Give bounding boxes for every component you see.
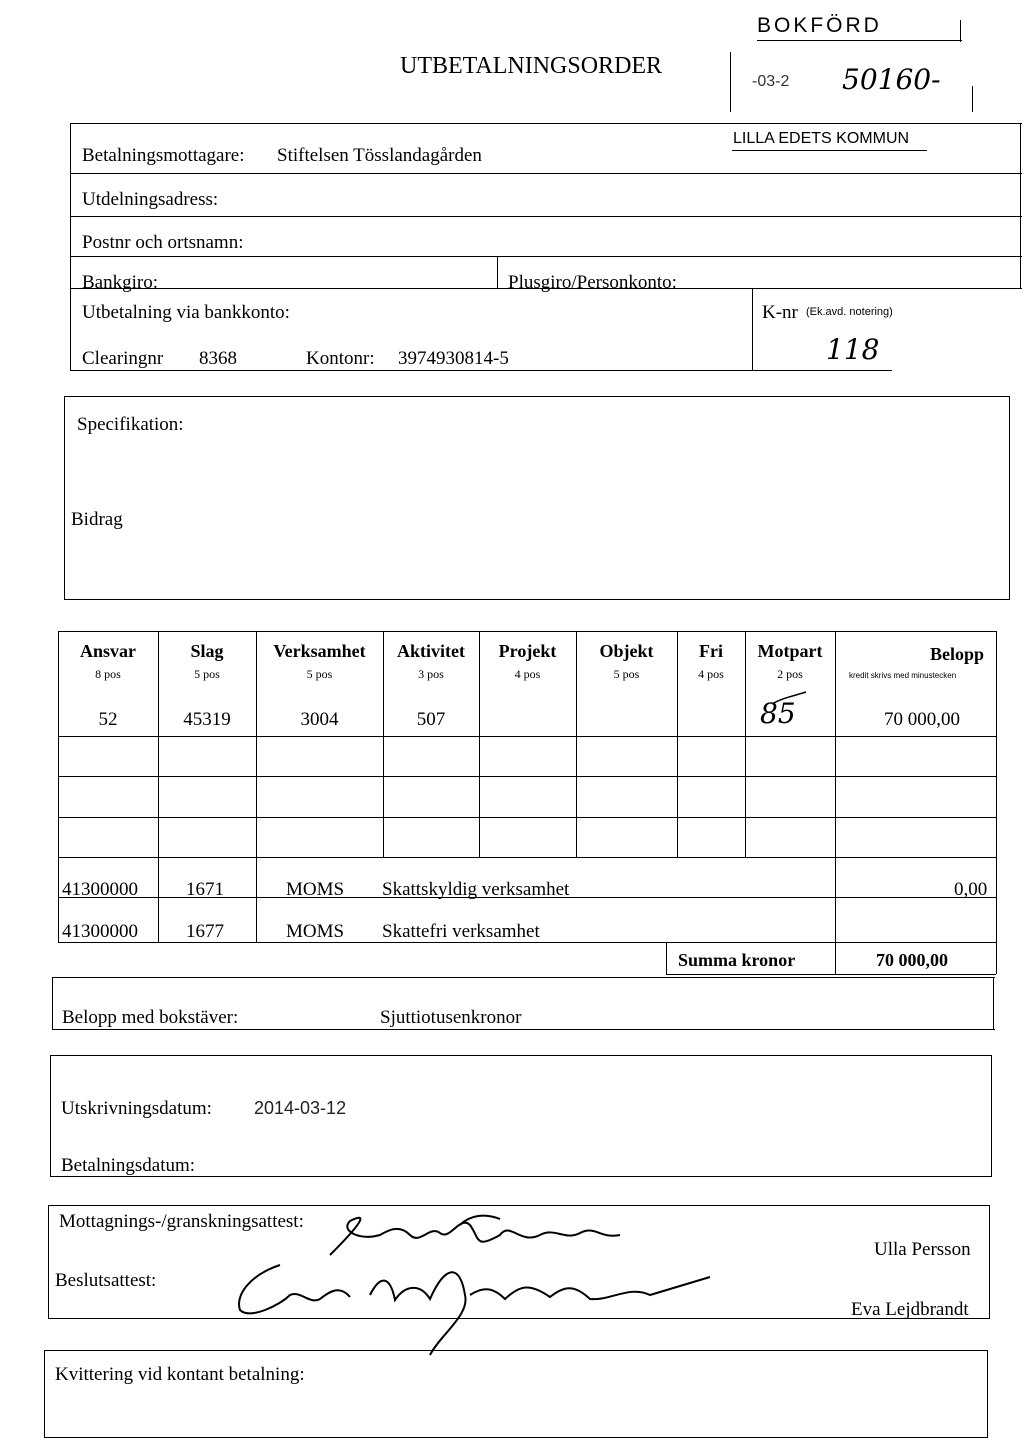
payee-value: Stiftelsen Tösslandagården xyxy=(277,145,482,166)
specification-text: Bidrag xyxy=(71,509,123,530)
clearing-label: Clearingnr xyxy=(82,348,164,369)
col-header-verksamhet: Verksamhet xyxy=(273,641,366,661)
col-sub-verksamhet: 5 pos xyxy=(306,667,333,681)
dates-box xyxy=(50,1055,992,1177)
row1-motpart: 85 xyxy=(760,697,796,730)
bankgiro-label: Bankgiro: xyxy=(82,272,158,293)
vat-row2-code: MOMS xyxy=(286,921,345,942)
stamp-booked-label: BOKFÖRD xyxy=(757,14,882,37)
review-attest-label: Mottagnings-/granskningsattest: xyxy=(59,1211,304,1232)
col-sub-motpart: 2 pos xyxy=(777,667,803,681)
payment-date-label: Betalningsdatum: xyxy=(61,1155,196,1176)
receipt-box xyxy=(44,1350,988,1438)
col-header-aktivitet: Aktivitet xyxy=(397,641,465,661)
col-sub-slag: 5 pos xyxy=(194,667,220,681)
col-header-belopp: Belopp xyxy=(930,644,985,664)
knr-label: K-nr xyxy=(762,302,798,323)
account-label: Kontonr: xyxy=(306,348,375,369)
stamp-org: LILLA EDETS KOMMUN xyxy=(733,130,910,147)
amount-words-value: Sjuttiotusenkronor xyxy=(380,1007,522,1028)
col-header-slag: Slag xyxy=(190,641,224,661)
row1-belopp: 70 000,00 xyxy=(884,709,960,730)
postal-label: Postnr och ortsnamn: xyxy=(82,232,244,253)
stamp-number: 50160- xyxy=(842,63,941,96)
bank-payment-label: Utbetalning via bankkonto: xyxy=(82,302,290,323)
motpart-underline-mark xyxy=(770,690,810,710)
row1-verksamhet: 3004 xyxy=(300,709,339,730)
payee-label: Betalningsmottagare: xyxy=(82,145,245,166)
vat-row2-ansvar: 41300000 xyxy=(62,921,138,942)
col-header-objekt: Objekt xyxy=(599,641,654,661)
vat-row1-code: MOMS xyxy=(286,879,345,900)
review-attest-name: Ulla Persson xyxy=(874,1239,971,1260)
specification-label: Specifikation: xyxy=(77,414,184,435)
account-value: 3974930814-5 xyxy=(398,348,509,369)
sum-label: Summa kronor xyxy=(678,950,796,970)
knr-value: 118 xyxy=(826,333,880,366)
clearing-value: 8368 xyxy=(199,348,237,369)
address-label: Utdelningsadress: xyxy=(82,189,219,210)
written-date-label: Utskrivningsdatum: xyxy=(61,1098,212,1119)
plusgiro-label: Plusgiro/Personkonto: xyxy=(508,272,677,293)
row1-slag: 45319 xyxy=(183,709,231,730)
col-sub-projekt: 4 pos xyxy=(514,667,541,681)
vat-row1-slag: 1671 xyxy=(186,879,224,900)
stamp-date: -03-2 xyxy=(752,73,790,90)
col-sub-belopp: kredit skrivs med minustecken xyxy=(849,671,957,680)
col-header-fri: Fri xyxy=(699,641,723,661)
receipt-label: Kvittering vid kontant betalning: xyxy=(55,1364,305,1385)
col-header-ansvar: Ansvar xyxy=(79,641,136,661)
row1-aktivitet: 507 xyxy=(416,709,446,730)
vat-row1-amount: 0,00 xyxy=(954,879,988,900)
decision-attest-label: Beslutsattest: xyxy=(55,1270,157,1291)
sum-value: 70 000,00 xyxy=(876,950,948,970)
col-header-projekt: Projekt xyxy=(498,641,557,661)
amount-words-label: Belopp med bokstäver: xyxy=(62,1007,239,1028)
row1-ansvar: 52 xyxy=(98,709,118,730)
vat-row2-slag: 1677 xyxy=(186,921,224,942)
decision-attest-name: Eva Lejdbrandt xyxy=(851,1299,969,1320)
knr-note: (Ek.avd. notering) xyxy=(806,306,893,318)
col-sub-fri: 4 pos xyxy=(698,667,724,681)
vat-row2-text: Skattefri verksamhet xyxy=(382,921,540,942)
col-sub-aktivitet: 3 pos xyxy=(418,667,444,681)
vat-row1-text: Skattskyldig verksamhet xyxy=(382,879,570,900)
vat-row1-ansvar: 41300000 xyxy=(62,879,138,900)
written-date-value: 2014-03-12 xyxy=(254,1098,347,1118)
col-header-motpart: Motpart xyxy=(757,641,823,661)
col-sub-ansvar: 8 pos xyxy=(95,667,121,681)
specification-box xyxy=(64,396,1010,600)
col-sub-objekt: 5 pos xyxy=(613,667,640,681)
page-title: UTBETALNINGSORDER xyxy=(400,53,663,79)
